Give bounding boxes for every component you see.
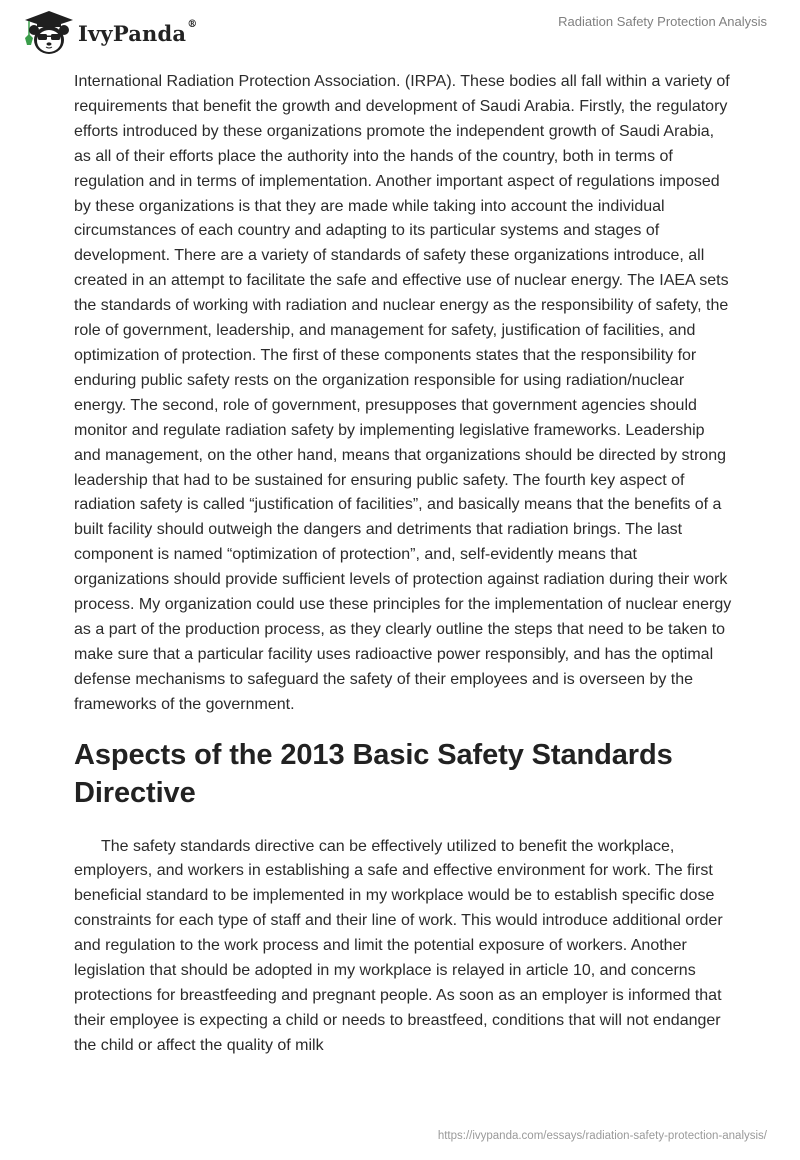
article-paragraph: International Radiation Protection Association. (IRPA). These bodies all fall within a variety of requirements that benefit the growth and development of Saudi Arabia. Firstly, the regulatory efforts introduced by these organizations promote the independent growth of Saudi Arabia, as all of their efforts place the authority into the hands of the country, both in terms of regulation and in terms of implementation. Another important aspect of regulations imposed by these organizations is that they are made while taking into account the individual circumstances of each country and adapting to its particular systems and stages of development. There are a variety of standards of safety these organizations introduce, all created in an attempt to facilitate the safe and effective use of nuclear energy. The IAEA sets the standards of working with radiation and nuclear energy as the responsibility of safety, the role of government, leadership, and management for safety, justification of facilities, and optimization of protection. The first of these components states that the responsibility for enduring public safety rests on the organization responsible for using radiation/nuclear energy. The second, role of government, presupposes that government agencies should monitor and regulate radiation safety by implementing legislative frameworks. Leadership and management, on the other hand, means that organizations should be directed by strong leadership that had to be sustained for ensuring public safety. The fourth key aspect of radiation safety is called “justification of facilities”, and basically means that the benefits of a built facility should outweigh the dangers and detriments that radiation brings. The last component is named “optimization of protection”, and, self-evidently means that organizations should provide sufficient levels of protection against radiation during their work process. My organization could use these principles for the implementation of nuclear energy as a part of the production process, as they clearly outline the steps that need to be taken to make sure that a particular facility uses radioactive power responsibly, and has the optimal defense mechanisms to safeguard the safety of their employees and is overseen by the frameworks of the government. (74, 73, 732, 713)
section-heading: Aspects of the 2013 Basic Safety Standards Directive (74, 738, 673, 809)
page-header (0, 0, 800, 64)
registered-mark: ® (187, 18, 198, 30)
article-paragraph: The safety standards directive can be effectively utilized to benefit the workplace, employers, and workers in establishing a safe and effective environment for work. The first beneficial standard to be implemented in my workplace would be to establish specific dose constraints for each type of staff and their line of work. This would introduce additional order and regulation to the work process and limit the potential exposure of workers. Another legislation that should be adopted in my workplace is relayed in article 10, and concerns protections for breastfeeding and pregnant people. As soon as an employer is informed that their employee is expecting a child or needs to breastfeed, conditions that will not endanger the child or affect the quality of milk (74, 837, 723, 1054)
document-title: Radiation Safety Protection Analysis (558, 14, 767, 29)
brand-name: IvyPanda® (78, 18, 198, 46)
ivypanda-logo[interactable] (19, 8, 197, 56)
panda-graduate-icon (19, 8, 75, 56)
source-url[interactable]: https://ivypanda.com/essays/radiation-safety-protection-analysis/ (437, 1130, 767, 1142)
article-body (74, 70, 734, 1059)
